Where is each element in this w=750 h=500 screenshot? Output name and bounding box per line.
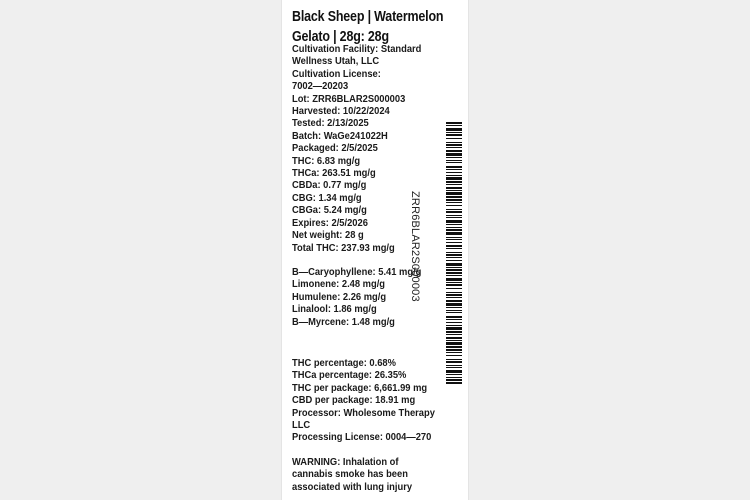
barcode-bar [446,346,462,348]
potency-line: THCa percentage: 26.35% [292,370,407,382]
warning-block [292,457,462,494]
barcode-bar [446,202,462,203]
barcode-bar [446,245,462,247]
barcode-bar [446,215,462,216]
potency-line: THC percentage: 0.68% [292,357,396,369]
barcode-bar [446,275,462,276]
barcode-bar [446,322,462,323]
barcode-bar [446,184,462,185]
barcode [446,122,462,384]
barcode-bar [446,377,462,378]
barcode-bar [446,316,462,318]
harvested-date: Harvested: 10/22/2024 [292,106,390,118]
barcode-bar [446,237,462,238]
cannabinoid-line: CBDa: 0.77 mg/g [292,180,367,192]
warning-line: associated with lung injury [292,481,413,493]
info-line: Wellness Utah, LLC [292,56,380,68]
lot-number: Lot: ZRR6BLAR2S000003 [292,93,406,105]
barcode-bar [446,365,462,366]
cannabinoid-line: CBGa: 5.24 mg/g [292,205,367,217]
barcode-bar [446,325,462,326]
barcode-bar [446,239,462,240]
barcode-bar [446,282,462,283]
barcode-bar [446,199,462,201]
barcode-bar [446,342,462,345]
barcode-bar [446,374,462,375]
barcode-bar [446,257,462,258]
barcode-bar [446,284,462,286]
barcode-bar [446,122,462,124]
barcode-bar [446,160,462,161]
barcode-bar [446,370,462,373]
barcode-bar [446,211,462,213]
barcode-bar [446,367,462,368]
barcode-bar [446,187,462,189]
product-label [282,0,468,500]
warning-line: cannabis smoke has been [292,469,408,481]
barcode-bar [446,125,462,126]
barcode-bar [446,248,462,249]
potency-line: THC per package: 6,661.99 mg [292,382,428,394]
barcode-bar [446,177,462,180]
terpene-line: B—Myrcene: 1.48 mg/g [292,316,395,328]
barcode-bar [446,352,462,353]
barcode-bar [446,327,462,330]
barcode-bar [446,232,462,235]
barcode-bar [446,209,462,210]
cannabinoid-line: CBG: 1.34 mg/g [292,192,362,204]
barcode-bar [446,294,462,296]
barcode-bar [446,263,462,266]
title-line-2: Gelato | 28g: 28g [292,29,389,45]
barcode-bar [446,205,462,206]
barcode-bar [446,337,462,339]
barcode-bar [446,229,462,231]
barcode-bar [446,142,462,143]
product-title [292,7,464,47]
barcode-bar [446,297,462,298]
barcode-bar [446,190,462,191]
barcode-bar [446,147,462,148]
barcode-bar [446,292,462,293]
barcode-bar [446,278,462,281]
barcode-bar [446,300,462,302]
barcode-bar [446,331,462,333]
barcode-bar [446,334,462,335]
barcode-bar [446,192,462,195]
barcode-bar [446,267,462,268]
info-line: 7002—20203 [292,81,349,93]
packaged-date: Packaged: 2/5/2025 [292,143,378,155]
processor-line: Processor: Wholesome Therapy [292,407,435,419]
cannabinoid-line: THC: 6.83 mg/g [292,155,361,167]
barcode-bar [446,303,462,306]
barcode-bar [446,310,462,311]
potency-line: CBD per package: 18.91 mg [292,395,416,407]
barcode-bar [446,340,462,341]
barcode-bar [446,272,462,274]
info-line: Cultivation License: [292,68,381,80]
batch-id: Batch: WaGe241022H [292,130,388,142]
label-details [292,44,462,494]
barcode-bar [446,312,462,313]
barcode-bar [446,379,462,381]
barcode-bar [446,252,462,253]
barcode-bar [446,220,462,223]
terpene-line: B—Caryophyllene: 5.41 mg/g [292,266,422,278]
barcode-bar [446,288,462,289]
barcode-bar [446,153,462,156]
total-thc: Total THC: 237.93 mg/g [292,242,395,254]
barcode-bar [446,217,462,218]
barcode-bar [446,242,462,243]
barcode-bar [446,144,462,146]
barcode-bar [446,349,462,351]
barcode-bar [446,382,462,384]
barcode-bar [446,359,462,360]
potency-block [292,358,462,445]
barcode-text: ZRR6BLAR2S000003 [409,191,421,302]
barcode-bar [446,361,462,363]
barcode-bar [446,134,462,136]
barcode-bar [446,307,462,308]
barcode-bar [446,132,462,133]
info-line: Cultivation Facility: Standard [292,44,422,55]
processing-license: Processing License: 0004—270 [292,432,432,444]
terpene-line: Limonene: 2.48 mg/g [292,279,386,291]
facility-info-block [292,44,462,255]
barcode-bar [446,175,462,176]
tested-date: Tested: 2/13/2025 [292,118,369,130]
terpene-line: Humulene: 2.26 mg/g [292,291,387,303]
terpene-block [292,267,462,329]
barcode-bar [446,157,462,158]
barcode-bar [446,260,462,261]
cannabinoid-line: THCa: 263.51 mg/g [292,168,376,180]
barcode-bar [446,269,462,271]
net-weight: Net weight: 28 g [292,230,364,242]
barcode-bar [446,319,462,320]
expires-date: Expires: 2/5/2026 [292,217,368,229]
barcode-bar [446,355,462,356]
barcode-bar [446,169,462,170]
title-line-1: Black Sheep | Watermelon [292,9,444,25]
barcode-bar [446,150,462,152]
barcode-bar [446,138,462,139]
barcode-bar [446,224,462,225]
warning-line: WARNING: Inhalation of [292,456,399,468]
barcode-bar [446,172,462,173]
barcode-bar [446,254,462,256]
processor-line: LLC [292,419,311,431]
barcode-bar [446,166,462,168]
barcode-bar [446,162,462,163]
barcode-graphic [446,122,462,384]
terpene-line: Linalool: 1.86 mg/g [292,304,377,316]
barcode-bar [446,196,462,198]
barcode-bar [446,128,462,131]
barcode-bar [446,227,462,228]
barcode-bar [446,181,462,183]
